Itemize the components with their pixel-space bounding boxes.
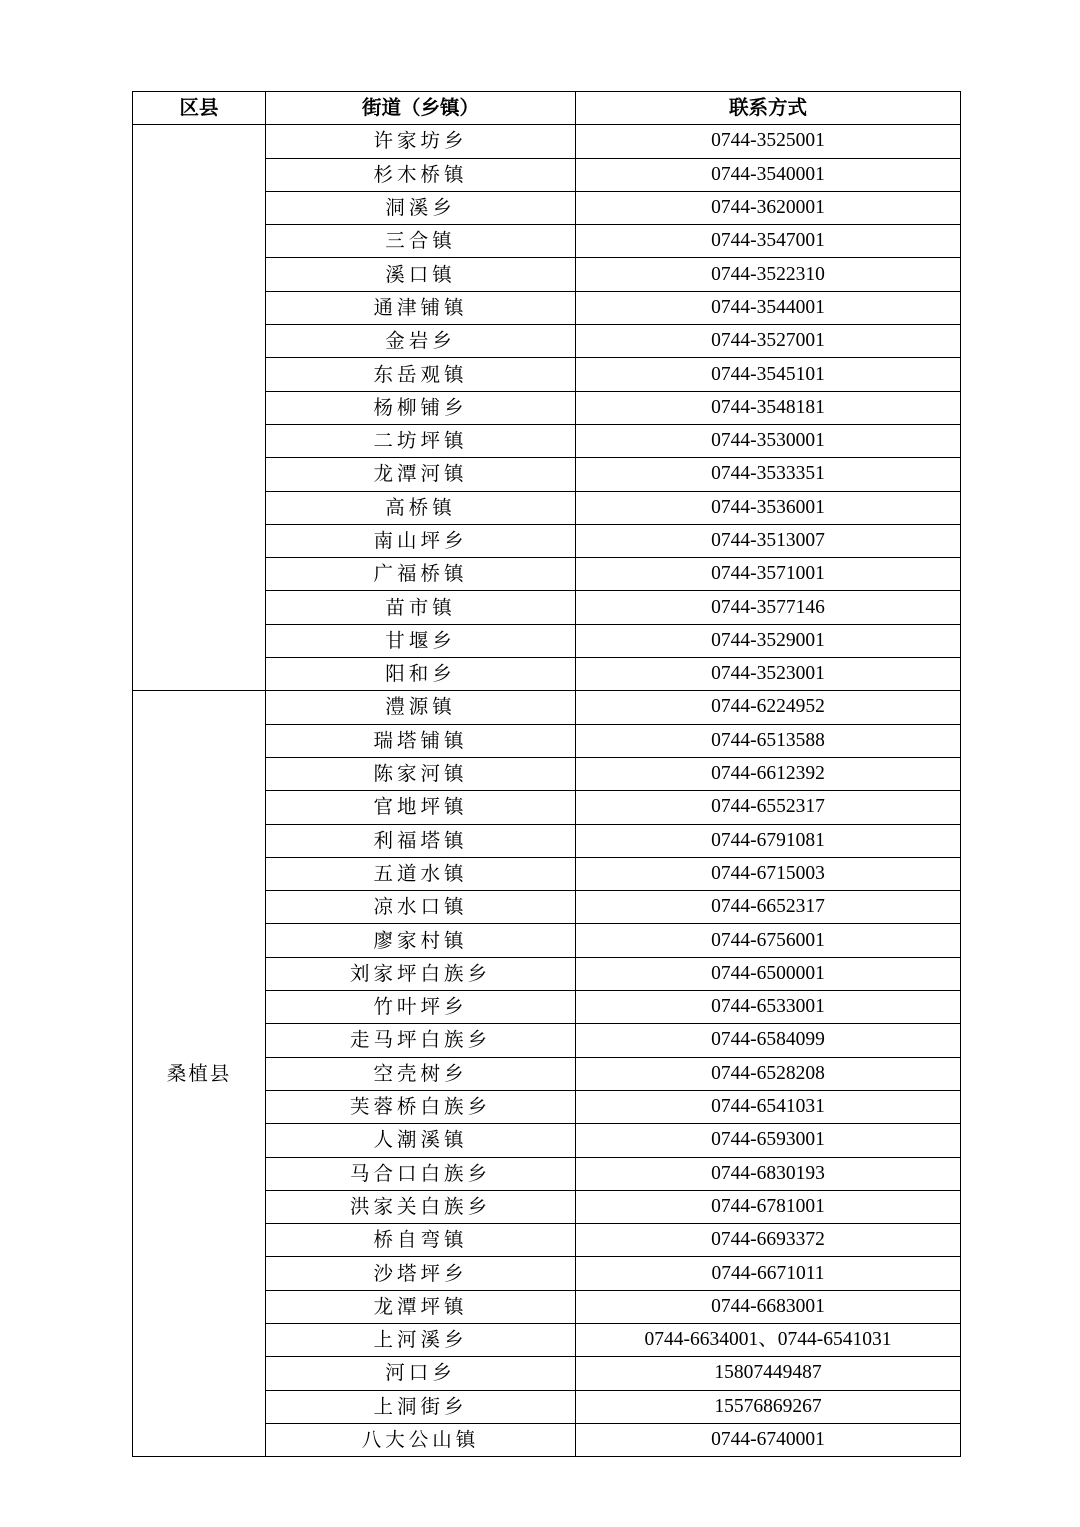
phone-cell: 0744-6634001、0744-6541031 — [576, 1323, 961, 1356]
phone-cell: 0744-6612392 — [576, 757, 961, 790]
phone-cell: 15807449487 — [576, 1357, 961, 1390]
street-name-cell: 三合镇 — [266, 225, 576, 258]
phone-cell: 15576869267 — [576, 1390, 961, 1423]
street-name-cell: 陈家河镇 — [266, 757, 576, 790]
phone-cell: 0744-3533351 — [576, 458, 961, 491]
phone-cell: 0744-6533001 — [576, 991, 961, 1024]
street-name-cell: 利福塔镇 — [266, 824, 576, 857]
street-name-cell: 河口乡 — [266, 1357, 576, 1390]
street-name-cell: 走马坪白族乡 — [266, 1024, 576, 1057]
street-name-cell: 沙塔坪乡 — [266, 1257, 576, 1290]
phone-cell: 0744-3571001 — [576, 558, 961, 591]
street-name-cell: 芙蓉桥白族乡 — [266, 1090, 576, 1123]
phone-cell: 0744-3529001 — [576, 624, 961, 657]
street-name-cell: 通津铺镇 — [266, 291, 576, 324]
street-name-cell: 龙潭坪镇 — [266, 1290, 576, 1323]
street-name-cell: 杨柳铺乡 — [266, 391, 576, 424]
table-body — [133, 125, 961, 1457]
phone-cell: 0744-6715003 — [576, 857, 961, 890]
phone-cell: 0744-6693372 — [576, 1224, 961, 1257]
phone-cell: 0744-6500001 — [576, 957, 961, 990]
street-name-cell: 南山坪乡 — [266, 524, 576, 557]
phone-cell: 0744-3548181 — [576, 391, 961, 424]
phone-cell: 0744-6683001 — [576, 1290, 961, 1323]
phone-cell: 0744-3544001 — [576, 291, 961, 324]
phone-cell: 0744-3536001 — [576, 491, 961, 524]
phone-cell: 0744-6593001 — [576, 1124, 961, 1157]
street-name-cell: 二坊坪镇 — [266, 424, 576, 457]
phone-cell: 0744-6513588 — [576, 724, 961, 757]
header-district: 区县 — [133, 92, 266, 125]
phone-cell: 0744-6791081 — [576, 824, 961, 857]
street-name-cell: 广福桥镇 — [266, 558, 576, 591]
street-name-cell: 廖家村镇 — [266, 924, 576, 957]
table-row — [133, 691, 961, 724]
street-name-cell: 八大公山镇 — [266, 1423, 576, 1456]
phone-cell: 0744-3620001 — [576, 191, 961, 224]
phone-cell: 0744-3530001 — [576, 424, 961, 457]
district-cell — [133, 125, 266, 691]
street-name-cell: 东岳观镇 — [266, 358, 576, 391]
phone-cell: 0744-3513007 — [576, 524, 961, 557]
phone-cell: 0744-3545101 — [576, 358, 961, 391]
street-name-cell: 澧源镇 — [266, 691, 576, 724]
street-name-cell: 五道水镇 — [266, 857, 576, 890]
street-name-cell: 桥自弯镇 — [266, 1224, 576, 1257]
street-name-cell: 上河溪乡 — [266, 1323, 576, 1356]
street-name-cell: 苗市镇 — [266, 591, 576, 624]
street-name-cell: 阳和乡 — [266, 658, 576, 691]
phone-cell: 0744-3547001 — [576, 225, 961, 258]
district-cell: 桑植县 — [133, 691, 266, 1457]
street-name-cell: 瑞塔铺镇 — [266, 724, 576, 757]
street-name-cell: 金岩乡 — [266, 325, 576, 358]
phone-cell: 0744-3523001 — [576, 658, 961, 691]
street-name-cell: 高桥镇 — [266, 491, 576, 524]
table-row — [133, 125, 961, 158]
phone-cell: 0744-6652317 — [576, 891, 961, 924]
phone-cell: 0744-3522310 — [576, 258, 961, 291]
contact-table — [132, 91, 961, 1457]
header-street: 街道（乡镇） — [266, 92, 576, 125]
phone-cell: 0744-6224952 — [576, 691, 961, 724]
phone-cell: 0744-6830193 — [576, 1157, 961, 1190]
phone-cell: 0744-6584099 — [576, 1024, 961, 1057]
street-name-cell: 杉木桥镇 — [266, 158, 576, 191]
header-row — [133, 92, 961, 125]
street-name-cell: 许家坊乡 — [266, 125, 576, 158]
street-name-cell: 上洞街乡 — [266, 1390, 576, 1423]
phone-cell: 0744-3540001 — [576, 158, 961, 191]
street-name-cell: 洞溪乡 — [266, 191, 576, 224]
street-name-cell: 洪家关白族乡 — [266, 1190, 576, 1223]
street-name-cell: 空壳树乡 — [266, 1057, 576, 1090]
street-name-cell: 龙潭河镇 — [266, 458, 576, 491]
phone-cell: 0744-3577146 — [576, 591, 961, 624]
street-name-cell: 溪口镇 — [266, 258, 576, 291]
phone-cell: 0744-6740001 — [576, 1423, 961, 1456]
phone-cell: 0744-3525001 — [576, 125, 961, 158]
phone-cell: 0744-6671011 — [576, 1257, 961, 1290]
street-name-cell: 马合口白族乡 — [266, 1157, 576, 1190]
street-name-cell: 刘家坪白族乡 — [266, 957, 576, 990]
street-name-cell: 人潮溪镇 — [266, 1124, 576, 1157]
street-name-cell: 官地坪镇 — [266, 791, 576, 824]
phone-cell: 0744-6528208 — [576, 1057, 961, 1090]
header-contact: 联系方式 — [576, 92, 961, 125]
phone-cell: 0744-3527001 — [576, 325, 961, 358]
street-name-cell: 甘堰乡 — [266, 624, 576, 657]
street-name-cell: 竹叶坪乡 — [266, 991, 576, 1024]
street-name-cell: 凉水口镇 — [266, 891, 576, 924]
phone-cell: 0744-6781001 — [576, 1190, 961, 1223]
phone-cell: 0744-6541031 — [576, 1090, 961, 1123]
phone-cell: 0744-6756001 — [576, 924, 961, 957]
phone-cell: 0744-6552317 — [576, 791, 961, 824]
